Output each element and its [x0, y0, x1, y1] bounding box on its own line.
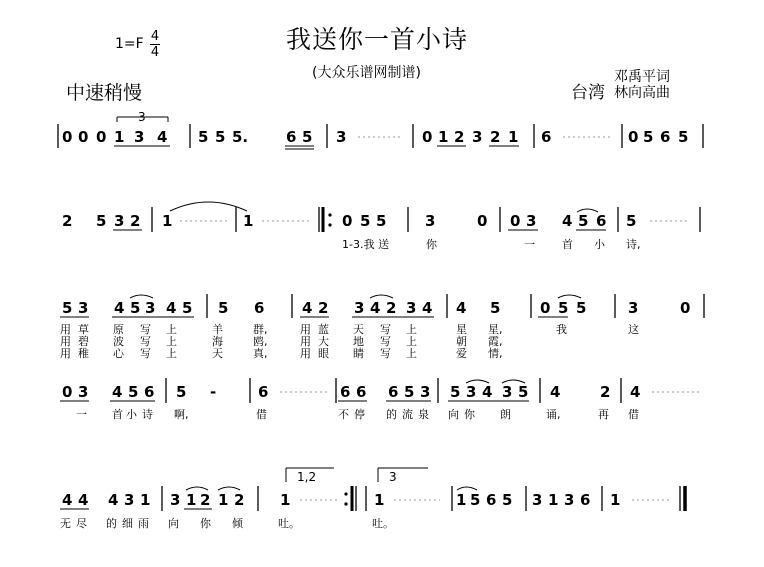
- lyric: 波: [113, 335, 124, 348]
- lyric: 海: [212, 335, 223, 348]
- lyric: 诗,: [626, 238, 641, 251]
- note: 3: [134, 128, 145, 146]
- triplet-mark: 3: [138, 110, 146, 124]
- note: 6: [340, 383, 351, 401]
- note: 5: [128, 383, 139, 401]
- note: 5: [558, 299, 569, 317]
- note: 5: [490, 299, 501, 317]
- note: 6: [486, 491, 497, 509]
- lyric: 上: [406, 335, 417, 348]
- lyric: 你: [426, 238, 437, 251]
- lyric: 星,: [488, 323, 503, 336]
- note: 1: [508, 128, 519, 146]
- note: 3: [78, 299, 89, 317]
- lyric: 用: [60, 347, 71, 360]
- lyric: 用: [300, 323, 311, 336]
- note: 3: [78, 383, 89, 401]
- note: 3: [502, 383, 513, 401]
- score-row-1: [58, 110, 703, 149]
- note: 4: [62, 491, 73, 509]
- lyric: 泉: [418, 408, 429, 421]
- lyric: 首: [562, 238, 573, 251]
- lyric: 睛: [353, 347, 364, 360]
- lyric: 情,: [488, 347, 503, 360]
- note: 0: [62, 383, 73, 401]
- lyric: 啊,: [174, 408, 189, 421]
- lyric: 我: [556, 323, 567, 336]
- lyric: 这: [628, 323, 639, 336]
- lyric: 你: [200, 517, 211, 530]
- score-row-3: [60, 294, 704, 360]
- note: 6: [144, 383, 155, 401]
- note: 0: [342, 212, 353, 230]
- note: 6: [541, 128, 552, 146]
- lyric: 停: [354, 408, 365, 421]
- note: 5: [130, 299, 141, 317]
- song-origin: 台湾: [571, 83, 605, 103]
- note: 5: [678, 128, 689, 146]
- note: 4: [108, 491, 119, 509]
- lyric: 写: [140, 347, 151, 360]
- lyric: 小: [126, 408, 137, 421]
- note: 3: [628, 299, 639, 317]
- lyric: 一: [524, 238, 535, 251]
- lyric: 的: [386, 408, 397, 421]
- note: 5: [576, 299, 587, 317]
- lyric: 雨: [138, 517, 149, 530]
- volta-2-label: 3: [389, 470, 397, 484]
- note: 6: [596, 212, 607, 230]
- note: 0: [96, 128, 107, 146]
- score-row-4: [60, 378, 700, 421]
- note: 4: [114, 299, 125, 317]
- lyric: 首: [112, 408, 123, 421]
- lyric: 借: [256, 408, 267, 421]
- lyric: 朗: [500, 408, 511, 421]
- note: 5: [198, 128, 209, 146]
- lyric: 无: [60, 517, 71, 530]
- note: 0: [62, 128, 73, 146]
- lyric: 羊: [212, 323, 223, 336]
- note: 1: [218, 491, 229, 509]
- note: 3: [114, 212, 125, 230]
- lyric: 用: [60, 323, 71, 336]
- note: 3: [532, 491, 543, 509]
- note: 5: [176, 383, 187, 401]
- note: 5: [450, 383, 461, 401]
- lyric: 借: [628, 408, 639, 421]
- note: 3: [564, 491, 575, 509]
- lyric: 天: [212, 347, 223, 360]
- note: 6: [660, 128, 671, 146]
- note: 3: [124, 491, 135, 509]
- lyric: 上: [406, 347, 417, 360]
- lyric: 流: [402, 408, 413, 421]
- song-title: 我送你一首小诗: [286, 25, 469, 54]
- note: 5: [518, 383, 529, 401]
- tempo-marking: 中速稍慢: [66, 82, 143, 104]
- lyric: 群,: [253, 323, 268, 336]
- note: 4: [562, 212, 573, 230]
- lyric: 用: [300, 335, 311, 348]
- lyric: 诗: [142, 408, 153, 421]
- note: 3: [526, 212, 537, 230]
- note: 1: [280, 491, 291, 509]
- note: 6: [388, 383, 399, 401]
- lyric: 倾: [232, 517, 243, 530]
- lyric: 向: [448, 408, 459, 421]
- note: 1: [438, 128, 449, 146]
- lyric: 用: [300, 347, 311, 360]
- note: 5: [578, 212, 589, 230]
- note: 0: [510, 212, 521, 230]
- note: 4: [630, 383, 641, 401]
- note: 2: [62, 212, 73, 230]
- score-row-2: [62, 202, 700, 251]
- note: 4: [482, 383, 493, 401]
- lyric: 爱: [456, 347, 467, 360]
- note: 5: [96, 212, 107, 230]
- note: 0: [540, 299, 551, 317]
- note: 2: [130, 212, 141, 230]
- note: 1: [456, 491, 467, 509]
- lyric: 1-3.我: [342, 238, 375, 251]
- note: 5: [626, 212, 637, 230]
- note: 2: [454, 128, 465, 146]
- note: 4: [112, 383, 123, 401]
- note: 5: [376, 212, 387, 230]
- lyric: 上: [166, 347, 177, 360]
- note: 3: [336, 128, 347, 146]
- lyricist-credit: 邓禹平词: [614, 69, 670, 85]
- lyric: 小: [594, 238, 605, 251]
- note: 1: [140, 491, 151, 509]
- lyric: 诵,: [546, 408, 561, 421]
- lyric: 写: [380, 335, 391, 348]
- lyric: 细: [122, 517, 133, 530]
- lyric: 上: [406, 323, 417, 336]
- lyric: 写: [140, 335, 151, 348]
- note: 1: [114, 128, 125, 146]
- volta-1-label: 1,2: [297, 470, 317, 484]
- lyric: 写: [380, 323, 391, 336]
- lyric: 朝: [456, 335, 467, 348]
- lyric: 一: [76, 408, 87, 421]
- lyric: 大: [318, 335, 329, 348]
- note: 6: [254, 299, 265, 317]
- note: 2: [234, 491, 245, 509]
- lyric: 你: [464, 408, 475, 421]
- note: 4: [157, 128, 168, 146]
- note: 0: [680, 299, 691, 317]
- lyric: 向: [168, 517, 179, 530]
- note: 3: [425, 212, 436, 230]
- note: 5.: [232, 128, 249, 146]
- note: 4: [422, 299, 433, 317]
- lyric: 的: [106, 517, 117, 530]
- note: 5: [215, 128, 226, 146]
- note: 6: [580, 491, 591, 509]
- note: 6: [286, 128, 297, 146]
- lyric: 星: [456, 323, 467, 336]
- composer-credit: 林向高曲: [614, 85, 670, 101]
- note: 5: [470, 491, 481, 509]
- note: 3: [472, 128, 483, 146]
- note: 3: [170, 491, 181, 509]
- lyric-verse-1: [60, 322, 639, 336]
- note: 1: [243, 212, 254, 230]
- lyric: 用: [60, 335, 71, 348]
- lyric: 霞,: [488, 335, 503, 348]
- note: 4: [78, 491, 89, 509]
- lyric: 吐。: [372, 517, 394, 530]
- note: 4: [456, 299, 467, 317]
- lyric: 上: [166, 323, 177, 336]
- note: 6: [356, 383, 367, 401]
- time-signature-bottom: 4: [150, 45, 160, 60]
- note: 2: [386, 299, 397, 317]
- note: 1: [548, 491, 559, 509]
- note: 2: [600, 383, 611, 401]
- lyric: 地: [353, 335, 364, 348]
- note: 0: [78, 128, 89, 146]
- note: 6: [258, 383, 269, 401]
- score-row-5: [60, 468, 685, 530]
- note: -: [210, 383, 217, 401]
- note: 2: [490, 128, 501, 146]
- lyric: 鸥,: [253, 335, 268, 348]
- lyric: 尽: [76, 517, 87, 530]
- note: 3: [466, 383, 477, 401]
- lyric: 再: [598, 408, 609, 421]
- note: 5: [502, 491, 513, 509]
- note: 0: [477, 212, 488, 230]
- time-signature-top: 4: [150, 29, 160, 44]
- lyric: 写: [140, 323, 151, 336]
- lyric: 写: [380, 347, 391, 360]
- lyric-verse-2: [60, 334, 503, 348]
- lyric: 草: [78, 323, 89, 336]
- note: 4: [550, 383, 561, 401]
- lyric: 天: [353, 323, 364, 336]
- lyric: 吐。: [278, 517, 300, 530]
- note: 1: [186, 491, 197, 509]
- note: 5: [62, 299, 73, 317]
- note: 3: [145, 299, 156, 317]
- note: 3: [420, 383, 431, 401]
- note: 2: [200, 491, 211, 509]
- lyric-verse-3: [60, 346, 503, 360]
- note: 0: [628, 128, 639, 146]
- lyric: 眼: [318, 347, 329, 360]
- key-signature: 1=F: [115, 36, 144, 52]
- lyric: 心: [113, 347, 124, 360]
- lyric: 送: [378, 238, 389, 251]
- note: 0: [422, 128, 433, 146]
- lyric: 稚: [78, 347, 89, 360]
- note: 4: [166, 299, 177, 317]
- note: 5: [643, 128, 654, 146]
- note: 2: [318, 299, 329, 317]
- lyric: 不: [338, 408, 349, 421]
- lyric: 碧: [78, 335, 89, 348]
- note: 4: [370, 299, 381, 317]
- note: 5: [404, 383, 415, 401]
- lyric: 蓝: [318, 323, 329, 336]
- lyric: 真,: [253, 347, 268, 360]
- note: 3: [406, 299, 417, 317]
- note: 3: [354, 299, 365, 317]
- note: 1: [374, 491, 385, 509]
- lyric: 上: [166, 335, 177, 348]
- note: 5: [218, 299, 229, 317]
- note: 4: [302, 299, 313, 317]
- note: 1: [162, 212, 173, 230]
- note: 1: [610, 491, 621, 509]
- note: 5: [302, 128, 313, 146]
- lyric: 原: [113, 323, 124, 336]
- note: 5: [360, 212, 371, 230]
- song-subtitle: (大众乐谱网制谱): [312, 65, 421, 81]
- note: 5: [182, 299, 193, 317]
